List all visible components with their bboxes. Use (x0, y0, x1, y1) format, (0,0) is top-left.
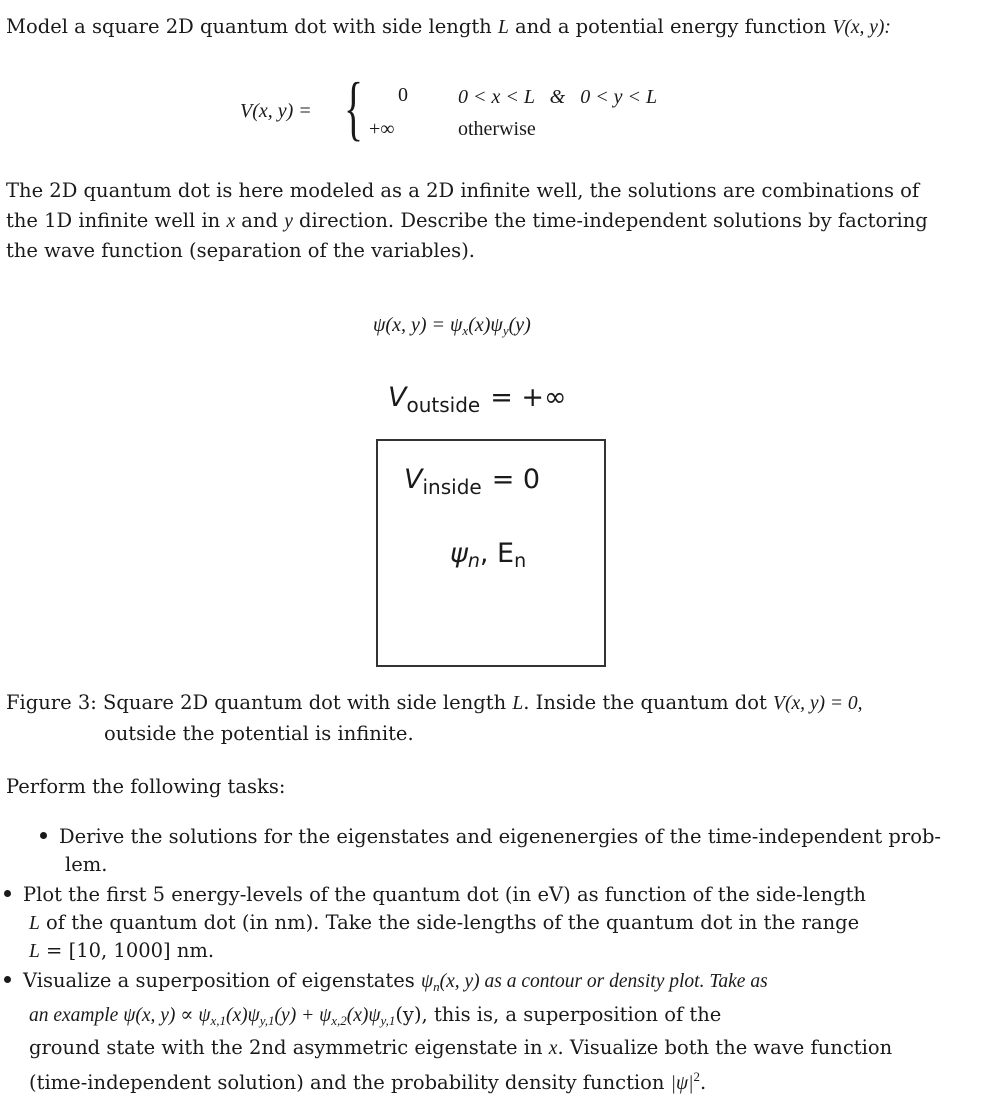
intro-text: Model a square 2D quantum dot with side length (6, 15, 498, 38)
bullet-icon (40, 832, 47, 839)
psi-energy-label: ψn, En (450, 538, 527, 572)
paragraph-separation (6, 176, 976, 266)
task-item-1: Derive the solutions for the eigenstates and eigenenergies of the time-independent prob- lem. (40, 822, 980, 879)
v-inside-label: $V_{inside} = 0$ (404, 464, 541, 499)
case1-condition: 0 < x < L & 0 < y < L (458, 86, 658, 108)
intro-line (6, 12, 981, 43)
brace-symbol: { (344, 68, 364, 148)
case1-value: 0 (398, 84, 408, 106)
intro-V: V(x, y): (832, 17, 891, 38)
caption-label: Figure 3: (6, 691, 97, 714)
para2-line3: the wave function (separation of the variables). (6, 239, 475, 262)
intro-L: L (497, 17, 509, 38)
case2-value: +∞ (369, 118, 395, 140)
tasks-heading: Perform the following tasks: (6, 775, 286, 798)
para2-line1: The 2D quantum dot is here modeled as a 2D infinite well, the solutions are combinations of (6, 179, 920, 202)
bullet-icon (4, 890, 11, 897)
v-outside-label: $V_{outside}$ = +∞ (388, 382, 567, 417)
figure-caption: Figure 3: Square 2D quantum dot with side length L. Inside the quantum dot V(x, y) = 0, outside the potential is infinite. (6, 691, 863, 745)
intro-text2: and a potential energy function (508, 15, 833, 38)
para2-line2: the 1D infinite well in x and y direction. Describe the time-independent solutions by factoring (6, 208, 928, 232)
potential-lhs: V(x, y) = (240, 100, 312, 122)
separation-equation: ψ(x, $y) = \psi_x(x)\psi_y(y)$ (373, 314, 531, 338)
task-item-2: Plot the first 5 energy-levels of the quantum dot (in eV) as function of the side-length L of the quantum dot (in nm). Take the side-lengths of the quantum dot in the range L = [10, 1000] nm. (4, 880, 944, 967)
task-item-3: Visualize a superposition of eigenstates $\psi_n(x$, y) as a contour or density plot. Take as an example ψ(x, $y) \propto \psi_{x,1}(x)\psi_{y,1}(y) + \psi_{x,2}(x)\psi_{y,1}(y)$, this is, a superposition of the ground state with the 2nd asymmetric eigenstate in x. Visualize both the wave function (time-independent solution) and the probability density function $|\psi|^2$. (4, 966, 944, 1098)
bullet-icon (4, 976, 11, 983)
case2-condition: otherwise (458, 118, 536, 140)
